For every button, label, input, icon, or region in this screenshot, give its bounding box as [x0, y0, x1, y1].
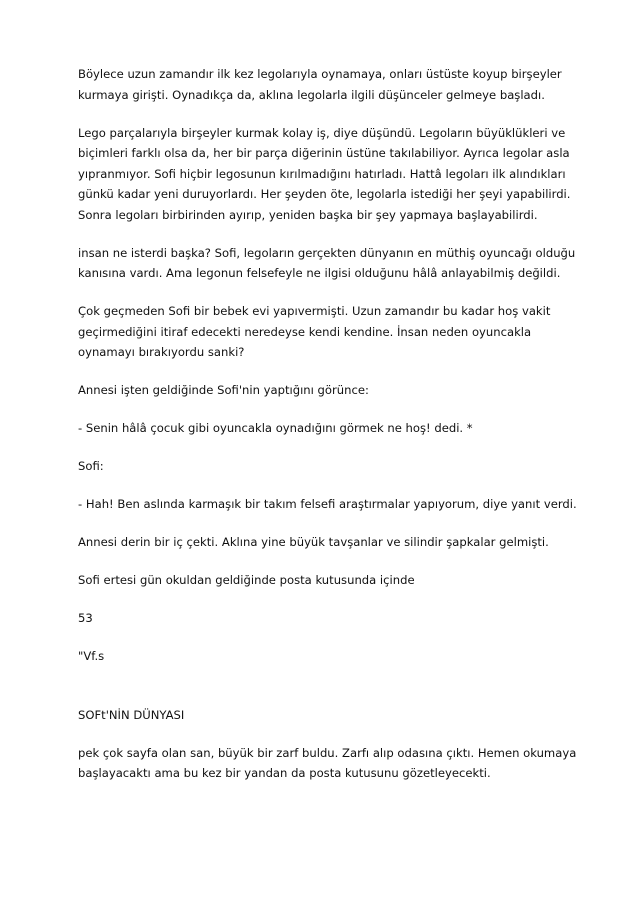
paragraph-2: Lego parçalarıyla birşeyler kurmak kolay iş, diye düşündü. Legoların büyüklükleri ve biçimleri farklı olsa da, her bir parça diğerinin üstüne takılabiliyor. Ayrıca legolar asla yıpranmıyor. Sofi hiçbir legosunun kırılmadığını hatırladı. Hattâ legoları ilk alındıkları günkü kadar yeni duruyorlardı. Her şeyden öte, legolarla istediği her şeyi yapabilirdi. Sonra legoları birbirinden ayırıp, yeniden başka bir şey yapmaya başlayabilirdi.	[78, 125, 571, 222]
paragraph-11: pek çok sayfa olan san, büyük bir zarf buldu. Zarfı alıp odasına çıktı. Hemen okumaya başlayacaktı ama bu kez bir yandan da posta kutusunu gözetleyecekti.	[78, 745, 577, 780]
paragraph-5: Annesi işten geldiğinde Sofi'nin yaptığını görünce:	[78, 383, 369, 397]
paragraph-4: Çok geçmeden Sofi bir bebek evi yapıvermişti. Uzun zamandır bu kadar hoş vakit geçirmediğini itiraf edecekti neredeyse kendi kendine. İnsan neden oyuncakla oynamayı bırakıyordu sanki?	[78, 304, 551, 359]
paragraph-7: Sofi:	[78, 459, 104, 473]
document-page	[78, 64, 578, 801]
paragraph-1: Böylece uzun zamandır ilk kez legolarıyla oynamaya, onları üstüste koyup birşeyler kurmaya girişti. Oynadıkça da, aklına legolarla ilgili düşünceler gelmeye başladı.	[78, 67, 562, 102]
stray-text: "Vf.s	[78, 649, 105, 663]
paragraph-6: - Senin hâlâ çocuk gibi oyuncakla oynadığını görmek ne hoş! dedi. *	[78, 421, 473, 435]
paragraph-3: insan ne isterdi başka? Sofi, legoların gerçekten dünyanın en müthiş oyuncağı olduğu kanısına vardı. Ama legonun felsefeyle ne ilgisi olduğunu hâlâ anlayabilmiş değildi.	[78, 245, 576, 280]
paragraph-8: - Hah! Ben aslında karmaşık bir takım felsefi araştırmalar yapıyorum, diye yanıt verdi.	[78, 497, 577, 511]
paragraph-9: Annesi derin bir iç çekti. Aklına yine büyük tavşanlar ve silindir şapkalar gelmişti.	[78, 535, 549, 549]
paragraph-10: Sofi ertesi gün okuldan geldiğinde posta kutusunda içinde	[78, 573, 415, 587]
page-number: 53	[78, 611, 93, 625]
running-header: SOFt'NİN DÜNYASI	[78, 707, 185, 722]
